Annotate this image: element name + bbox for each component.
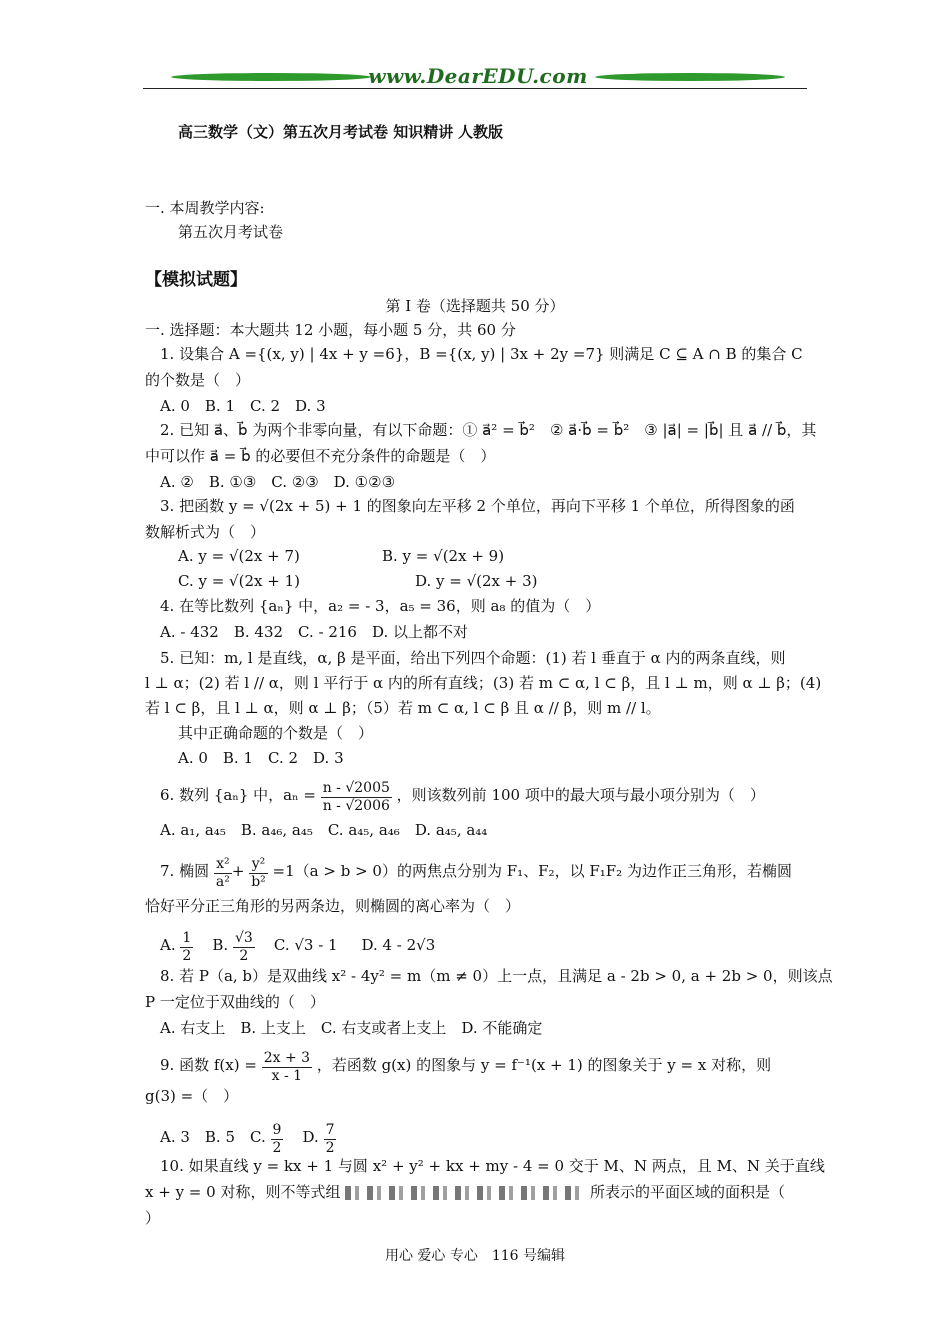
q3-stem-2: 数解析式为（ ）	[145, 523, 266, 541]
title-edition: 人教版	[458, 123, 504, 141]
q3-option-c: C. y = √(2x + 1)	[178, 572, 300, 590]
q7-frac-x	[214, 856, 232, 891]
q9-den: x - 1	[271, 1068, 303, 1084]
q6-fraction	[321, 780, 392, 815]
q5-options: A. 0 B. 1 C. 2 D. 3	[178, 749, 344, 767]
q6-stem	[160, 780, 765, 815]
part-one-heading: 第 I 卷（选择题共 50 分）	[385, 297, 565, 315]
q6-post: ，则该数列前 100 项中的最大项与最小项分别为（ ）	[396, 786, 765, 804]
q3-option-b: B. y = √(2x + 9)	[382, 547, 505, 565]
q7-frac-x-num: x²	[214, 856, 232, 874]
q2-stem-2: 中可以作 a⃗ = b⃗ 的必要但不充分条件的命题是（ ）	[145, 447, 496, 465]
q8-stem-1: 8. 若 P（a, b）是双曲线 x² - 4y² = m（m ≠ 0）上一点，且满足 a - 2b > 0, a + 2b > 0，则该点	[160, 967, 833, 985]
week-content: 第五次月考试卷	[178, 223, 284, 241]
green-swoosh-right	[595, 73, 785, 81]
q2-options: A. ② B. ①③ C. ②③ D. ①②③	[160, 473, 396, 491]
q3-stem-1: 3. 把函数 y = √(2x + 5) + 1 的图象向左平移 2 个单位，再向下平移 1 个单位，所得图象的函	[160, 497, 795, 515]
q7-stem-2: 恰好平分正三角形的另两条边，则椭圆的离心率为（ ）	[145, 897, 521, 915]
q1-options: A. 0 B. 1 C. 2 D. 3	[160, 397, 326, 415]
q10-stem-3: ）	[145, 1209, 161, 1227]
q5-line-1: 5. 已知：m, l 是直线，α, β 是平面，给出下列四个命题：(1) 若 l 垂直于 α 内的两条直线，则	[160, 649, 786, 667]
q10-stem-1: 10. 如果直线 y = kx + 1 与圆 x² + y² + kx + my - 4 = 0 交于 M、N 两点，且 M、N 关于直线	[160, 1157, 825, 1175]
q6-den: n - √2006	[322, 798, 390, 814]
q2-stem-1: 2. 已知 a⃗、b⃗ 为两个非零向量，有以下命题：① a⃗² = b⃗² ② a⃗·b⃗ = b⃗² ③ |a⃗| = |b⃗| 且 a⃗ // b⃗，其	[160, 421, 817, 439]
q9-post: ，若函数 g(x) 的图象与 y = f⁻¹(x + 1) 的图象关于 y = x 对称，则	[316, 1056, 772, 1074]
q7-post: =1（a > b > 0）的两焦点分别为 F₁、F₂，以 F₁F₂ 为边作正三角形，若椭圆	[272, 862, 792, 880]
q6-options: A. a₁, a₄₅ B. a₄₆, a₄₅ C. a₄₅, a₄₆ D. a₄₅, a₄₄	[160, 821, 488, 839]
q10-stem-2a: x + y = 0 对称，则不等式组	[145, 1183, 341, 1201]
q9-pre: 9. 函数 f(x) =	[160, 1056, 257, 1074]
q7-frac-y-den: b²	[251, 874, 266, 890]
q7-pre: 7. 椭圆	[160, 862, 210, 880]
q10-stem-2	[145, 1182, 785, 1202]
q7-option-b-frac	[233, 930, 255, 965]
q7-option-c: C. √3 - 1	[273, 936, 338, 954]
q7-option-b-den: 2	[239, 948, 249, 964]
q6-num: n - √2005	[322, 780, 390, 796]
q7-option-a-frac	[180, 930, 193, 965]
q7-option-b-label: B.	[212, 936, 229, 954]
week-heading: 一. 本周教学内容:	[145, 199, 265, 217]
q1-stem-1: 1. 设集合 A ={(x, y) | 4x + y =6}，B ={(x, y) | 3x + 2y =7} 则满足 C ⊆ A ∩ B 的集合 C	[160, 345, 803, 363]
q9-option-d-den: 2	[325, 1140, 335, 1156]
q5-line-3: 若 l ⊂ β，且 l ⊥ α，则 α ⊥ β；（5）若 m ⊂ α, l ⊂ β 且 α // β，则 m // l。	[145, 699, 661, 717]
site-logo[interactable]: www.DearEDU.com	[368, 64, 588, 88]
title-main: 高三数学（文）第五次月考试卷 知识精讲	[178, 123, 454, 141]
q7-option-a-num: 1	[182, 930, 192, 946]
q5-line-2: l ⊥ α；(2) 若 l // α，则 l 平行于 α 内的所有直线；(3) 若 m ⊂ α, l ⊂ β，且 l ⊥ m，则 α ⊥ β；(4)	[145, 674, 822, 692]
q8-stem-2: P 一定位于双曲线的（ ）	[145, 993, 325, 1011]
q9-stem-2: g(3) =（ ）	[145, 1087, 239, 1105]
q1-stem-2: 的个数是（ ）	[145, 371, 251, 389]
q7-options	[160, 930, 435, 965]
q9-option-c-frac	[271, 1122, 284, 1157]
q7-frac-y	[249, 856, 268, 891]
q7-option-a-den: 2	[182, 948, 192, 964]
q9-stem-1	[160, 1050, 771, 1085]
blurred-inequality-system	[345, 1186, 585, 1200]
q8-options: A. 右支上 B. 上支上 C. 右支或者上支上 D. 不能确定	[160, 1019, 543, 1037]
q6-pre: 6. 数列 {aₙ} 中，aₙ =	[160, 786, 316, 804]
q7-frac-x-den: a²	[215, 874, 230, 890]
q7-stem-1: 7. 椭圆 $\frac{\text{x²}}{\text{a²}}$ + $\frac{\text{y²}}{\text{b²}}$ =1（a > b > 0）的两焦点分别为 F₁、F₂，以 F₁F₂ 为边作正三角形，若椭圆	[160, 856, 792, 890]
q9-options	[160, 1122, 336, 1157]
q9-option-d-label: D.	[302, 1128, 319, 1146]
q4-options: A. - 432 B. 432 C. - 216 D. 以上都不对	[160, 623, 468, 641]
page-footer: 用心 爱心 专心 116 号编辑	[384, 1248, 566, 1264]
q9-option-d-frac	[324, 1122, 337, 1157]
sim-heading: 【模拟试题】	[145, 270, 247, 290]
q9-option-c-num: 9	[272, 1122, 282, 1138]
q7-option-a-label: A.	[160, 936, 176, 954]
q7-option-d: D. 4 - 2√3	[361, 936, 436, 954]
q9-fraction	[262, 1050, 312, 1085]
q9-option-c-den: 2	[272, 1140, 282, 1156]
q9-num: 2x + 3	[263, 1050, 311, 1066]
q3-option-a: A. y = √(2x + 7)	[178, 547, 300, 565]
q9-options-abc: A. 3 B. 5 C.	[160, 1128, 266, 1146]
q4-stem: 4. 在等比数列 {aₙ} 中，a₂ = - 3，a₅ = 36，则 a₈ 的值为（ ）	[160, 597, 601, 615]
header-banner	[143, 60, 807, 92]
q3-option-d: D. y = √(2x + 3)	[415, 572, 538, 590]
q10-stem-2b: 所表示的平面区域的面积是（	[590, 1183, 786, 1201]
q5-line-4: 其中正确命题的个数是（ ）	[178, 724, 374, 742]
document-title	[178, 122, 503, 142]
q7-option-b-num: √3	[234, 930, 253, 946]
q9-option-d-num: 7	[325, 1122, 335, 1138]
green-swoosh-left	[171, 73, 371, 81]
header-rule	[143, 88, 807, 89]
section-one-heading: 一. 选择题：本大题共 12 小题，每小题 5 分，共 60 分	[145, 321, 516, 339]
q7-frac-y-num: y²	[249, 856, 268, 874]
